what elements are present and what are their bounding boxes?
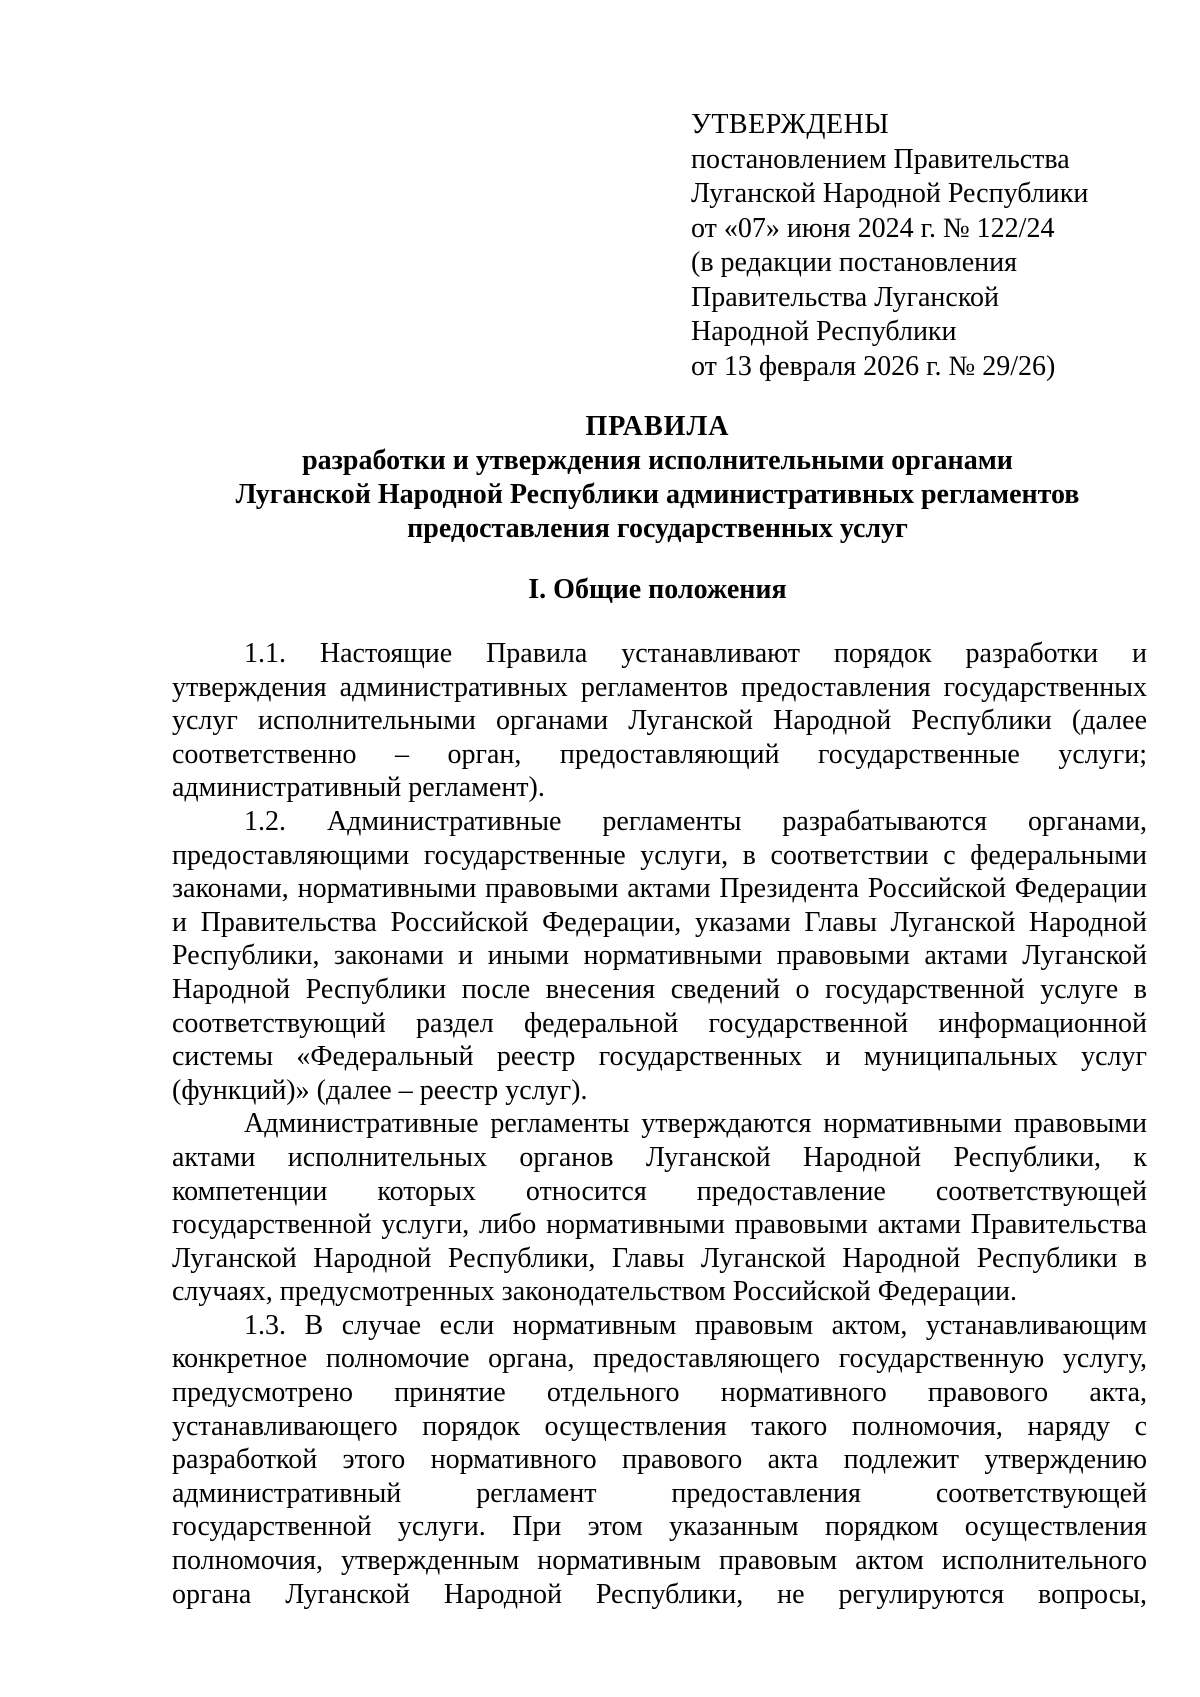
document-subtitle-line: Луганской Народной Республики административных регламентов: [235, 479, 1080, 510]
paragraph-1-3: 1.3. В случае если нормативным правовым актом, устанавливающим конкретное полномочие органа, предоставляющего государственную услугу, предусмотрено принятие отдельного нормативного правового акта, устанавливающего порядок осуществления такого полномочия, наряду с разработкой этого нормативного правового акта подлежит утверждению административный регламент предоставления соответствующей государственной услуги. При этом указанным порядком осуществления полномочия, утвержденным нормативным правовым актом исполнительного органа Луганской Народной Республики, не регулируются вопросы,: [172, 1309, 1147, 1610]
approval-stamp-line: постановлением Правительства: [691, 143, 1070, 175]
section-heading: I. Общие положения: [528, 574, 787, 605]
document-body: [172, 637, 1147, 1611]
document-subtitle-line: предоставления государственных услуг: [407, 513, 908, 544]
approval-stamp-line: Луганской Народной Республики: [691, 178, 1089, 209]
approval-stamp-line: Правительства Луганской: [691, 281, 999, 313]
paragraph-1-2-continued: Административные регламенты утверждаются нормативными правовыми актами исполнительных органов Луганской Народной Республики, к компетенции которых относится предоставление соответствующей государственной услуги, либо нормативными правовыми актами Правительства Луганской Народной Республики, Главы Луганской Народной Республики в случаях, предусмотренных законодательством Российской Федерации.: [172, 1108, 1147, 1308]
approval-stamp-line: Народной Республики: [691, 316, 957, 347]
document-subtitle-line: разработки и утверждения исполнительными органами: [302, 445, 1013, 476]
approval-stamp-date: от «07» июня 2024 г. № 122/24: [691, 212, 1055, 244]
approval-stamp-line: (в редакции постановления: [691, 247, 1018, 278]
document-title: ПРАВИЛА: [585, 411, 730, 442]
approval-stamp-revision-date: от 13 февраля 2026 г. № 29/26): [691, 350, 1056, 382]
paragraph-1-2: 1.2. Административные регламенты разрабатываются органами, предоставляющими государственные услуги, в соответствии с федеральными законами, нормативными правовыми актами Президента Российской Федерации и Правительства Российской Федерации, указами Главы Луганской Народной Республики, законами и иными нормативными правовыми актами Луганской Народной Республики после внесения сведений о государственной услуге в соответствующий раздел федеральной государственной информационной системы «Федеральный реестр государственных и муниципальных услуг (функций)» (далее – реестр услуг).: [172, 805, 1147, 1106]
approval-stamp: [691, 108, 1151, 384]
document-title-block: [170, 410, 1145, 546]
paragraph-1-1: 1.1. Настоящие Правила устанавливают порядок разработки и утверждения административных регламентов предоставления государственных услуг исполнительными органами Луганской Народной Республики (далее соответственно – орган, предоставляющий государственные услуги; административный регламент).: [172, 638, 1147, 804]
approval-stamp-title: УТВЕРЖДЕНЫ: [691, 109, 890, 140]
